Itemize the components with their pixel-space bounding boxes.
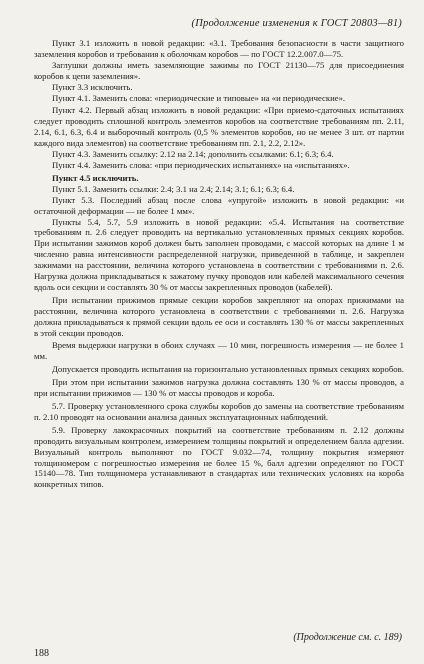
paragraph: Пункт 4.5 исключить.	[52, 172, 139, 183]
page-number: 188	[34, 648, 49, 659]
paragraph: Время выдержки нагрузки в обоих случаях — 10 мин, погрешность измерения — не более 1 мм.	[34, 340, 404, 362]
paragraph: Пункт 4.1. Заменить слова: «периодические и типовые» на «и периодические».	[52, 92, 346, 103]
paragraph: 5.9. Проверку лакокрасочных покрытий на соответствие требованиям п. 2.12 должны проводить визуальным контролем, измерением толщины покрытий и определением балла адгезии. Визуальный контроль выполняют по ГОСТ 9.032—74, толщину покрытия измеряют толщиномером с погрешностью измерения не более 15 %, балл адгезии определяют по ГОСТ 15140—78. Тип толщиномера устанавливают в стандартах или технических условиях на короба конкретных типов.	[34, 424, 404, 490]
paragraph: При этом при испытании зажимов нагрузка должна составлять 130 % от массы проводов, а при испытании прижимов — 130 % от массы проводов и короба.	[34, 377, 404, 399]
paragraph: Пункт 5.3. Последний абзац после слова «упругой» изложить в новой редакции: «и остаточной деформации — не более 1 мм».	[34, 194, 404, 216]
paragraph: Пункт 4.4. Заменить слова: «при периодических испытаниях» на «испытаниях».	[52, 159, 350, 170]
paragraph: При испытании прижимов прямые секции коробов закрепляют на опорах прижимами на расстоянии, величина которого установлена в соответствии с требованиями п. 2.6. Нагрузка должна прикладываться к прямой секции вдоль ее оси и составлять 130 % от массы закрепленных в этой секции проводов.	[34, 294, 404, 338]
paragraph: Пункты 5.4, 5.7, 5.9 изложить в новой редакции: «5.4. Испытания на соответствие требованиям п. 2.6 следует проводить на вертикально установленных прямых секциях коробов. При испытании зажимов короб должен быть заполнен проводами, с массой которых на длине 1 м численно равна интенсивности распределенной нагрузки, приведенной в таблице, и закреплен зажимами на расстоянии, величина которого установлена в соответствии с требованиями п. 2.6. Нагрузка должна прикладываться к зажатому пучку проводов или кабелей максимального сечения вдоль оси секции и составлять 30 % от массы закрепленных проводов (кабелей).	[34, 216, 404, 292]
paragraph: Пункт 3.3 исключить.	[52, 81, 133, 92]
paragraph: Допускается проводить испытания на горизонтально установленных прямых секциях коробов.	[52, 364, 404, 375]
continuation-note: (Продолжение см. с. 189)	[293, 632, 402, 643]
paragraph: Пункт 4.2. Первый абзац изложить в новой редакции: «При приемо-сдаточных испытаниях следует проводить сплошной контроль элементов коробов на соответствие требованиям пп. 2.11, 2.14, 6.1, 6.3, 6.4 и выборочный контроль (0,5 % элементов коробов, но не менее 3 шт. от партии каждого вида элементов) на соответствие требованиям пп. 2.1, 2.2, 2.12».	[34, 105, 404, 149]
page-header: (Продолжение изменения к ГОСТ 20803—81)	[191, 18, 402, 29]
document-body	[34, 38, 404, 490]
paragraph: Пункт 3.1 изложить в новой редакции: «3.1. Требования безопасности в части защитного заземления коробов и требования к оболочкам коробов — по ГОСТ 12.2.007.0—75.	[34, 38, 404, 59]
paragraph: Пункт 4.3. Заменить ссылку: 2.12 на 2.14; дополнить ссылками: 6.1; 6.3; 6.4.	[52, 149, 334, 160]
paragraph: 5.7. Проверку установленного срока службы коробов до замены на соответствие требованиям п. 2.10 проводят на основании анализа данных эксплуатационных наблюдений.	[34, 401, 404, 422]
paragraph: Пункт 5.1. Заменить ссылки: 2.4; 3.1 на 2.4; 2.14; 3.1; 6.1; 6.3; 6.4.	[52, 183, 295, 194]
paragraph: Заглушки должны иметь заземляющие зажимы по ГОСТ 21130—75 для присоединения коробов к цепи заземления».	[34, 59, 404, 81]
